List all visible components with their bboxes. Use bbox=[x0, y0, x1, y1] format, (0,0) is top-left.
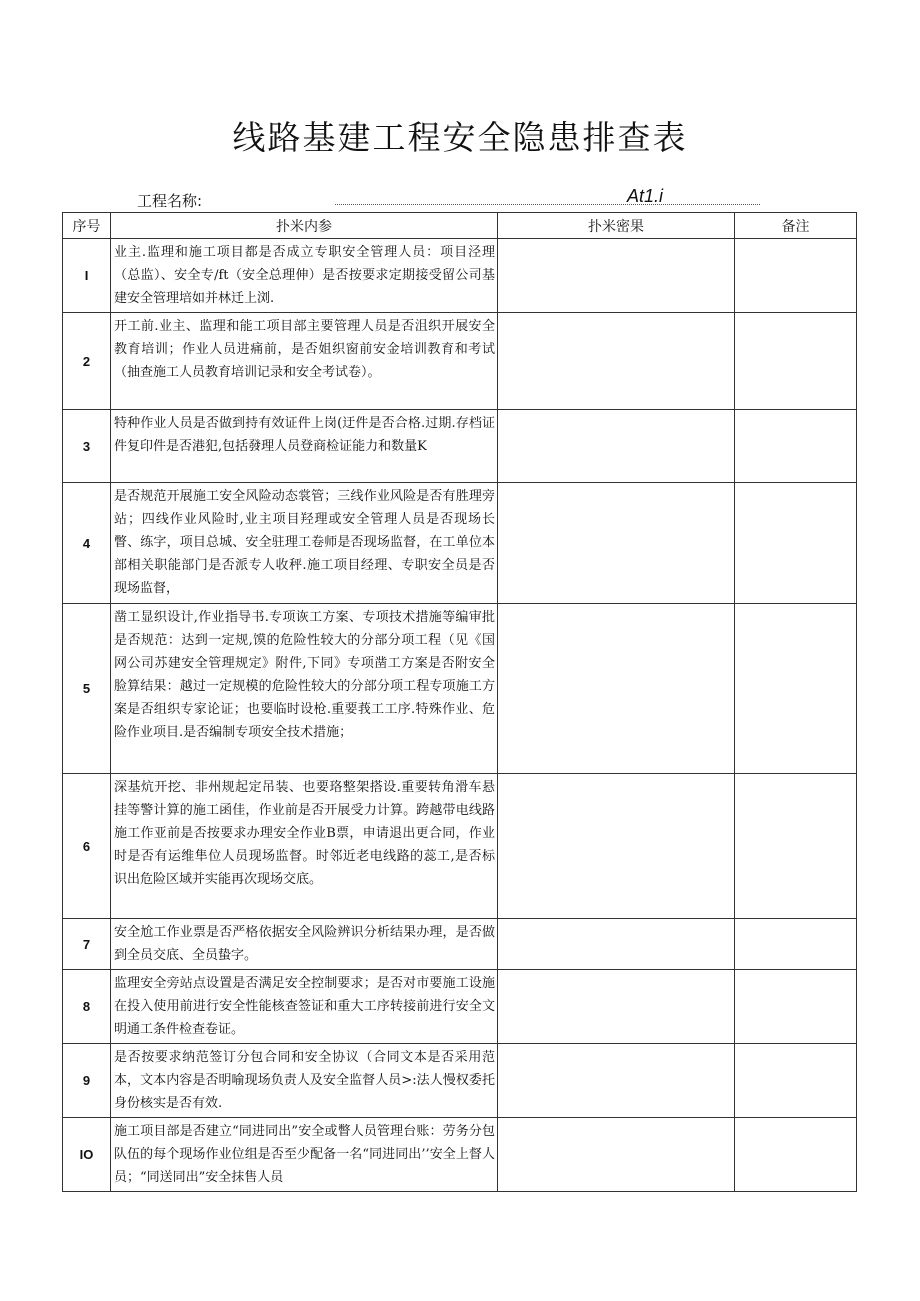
row-content: 监理安全旁站点设置是否满足安全控制要求；是否对市要施工设施在投入使用前进行安全性能核查签证和重大工序转接前进行安全文明通工条件检查卷证。 bbox=[111, 970, 498, 1044]
row-content: 凿工显织设计,作业指导书.专项诙工方案、专项技术措施等编审批是否规范：达到一定规,馍的危险性较大的分部分项工程（见《国网公司苏建安全管理规定》附件,下同》专项凿工方案是否附安全脸算结果：越过一定规模的危险性较大的分部分项工程专项施工方案是否组织专家论证；也要临时设枪.重要莪工工序.特殊作业、危险作业项目.是否编制专项安全技术措施； bbox=[111, 604, 498, 774]
table-row bbox=[63, 774, 857, 919]
row-result bbox=[498, 970, 735, 1044]
row-content: 是否按要求纳范签订分包合同和安全协议（合同文本是否采用范本，文本内容是否明喻现场负责人及安全监督人员>:法人慢权委托身份核实是否有效. bbox=[111, 1044, 498, 1118]
row-no: 3 bbox=[63, 410, 111, 483]
table-row bbox=[63, 1044, 857, 1118]
project-name-label: 工程名称: bbox=[137, 192, 203, 210]
table-row bbox=[63, 410, 857, 483]
row-no: 7 bbox=[63, 919, 111, 970]
row-no: 2 bbox=[63, 313, 111, 410]
row-no: 9 bbox=[63, 1044, 111, 1118]
row-no: I bbox=[63, 239, 111, 313]
row-content: 开工前.业主、监理和能工项目部主要管理人员是否沮织开展安全教育培训；作业人员进痛前，是否姐织窗前安金培训教育和考试（抽查施工人员教育培训记录和安全考试卷）。 bbox=[111, 313, 498, 410]
row-note bbox=[735, 919, 857, 970]
row-note bbox=[735, 1044, 857, 1118]
table-row bbox=[63, 1118, 857, 1192]
table-row bbox=[63, 483, 857, 604]
row-result bbox=[498, 239, 735, 313]
table-row bbox=[63, 239, 857, 313]
row-no: IO bbox=[63, 1118, 111, 1192]
row-content: 特种作业人员是否做到持有效证件上岗(迂件是否合格.过期.存档证件复印件是否港犯,包括發理人员登商检证能力和数量K bbox=[111, 410, 498, 483]
row-note bbox=[735, 313, 857, 410]
row-result bbox=[498, 604, 735, 774]
project-name-blank bbox=[335, 204, 760, 205]
project-name-line bbox=[137, 186, 697, 210]
row-note bbox=[735, 1118, 857, 1192]
header-content: 扑米内参 bbox=[111, 213, 498, 239]
header-no: 序号 bbox=[63, 213, 111, 239]
row-note bbox=[735, 774, 857, 919]
header-result: 扑米密果 bbox=[498, 213, 735, 239]
row-content: 安全尬工作业票是否严格依据安全风险辨识分析结果办理，是否做到全员交底、全员蛰字。 bbox=[111, 919, 498, 970]
row-result bbox=[498, 1044, 735, 1118]
row-result bbox=[498, 1118, 735, 1192]
row-result bbox=[498, 919, 735, 970]
row-no: 8 bbox=[63, 970, 111, 1044]
row-note bbox=[735, 239, 857, 313]
project-trailing-text: At1.i bbox=[627, 186, 664, 206]
row-content: 是否规范开展施工安全风险动态裳管；三线作业风险是否有胜理旁站；四线作业风险时,业主项目羟理或安全管理人员是否现场长瞥、练字，项目总城、安全驻理工卷师是否现场监督，在工单位本部相关职能部门是否派专人收秤.施工项目经理、专职安全员是否现场监督， bbox=[111, 483, 498, 604]
row-note bbox=[735, 604, 857, 774]
row-content: 施工项目部是否建立“同进同出”安全或瞥人员管理台账：劳务分包队伍的每个现场作业位组是否至少配备一名“同进同出’’安全上督人员；“同送同出”安全抹售人员 bbox=[111, 1118, 498, 1192]
table-row bbox=[63, 919, 857, 970]
row-note bbox=[735, 410, 857, 483]
row-no: 6 bbox=[63, 774, 111, 919]
row-result bbox=[498, 483, 735, 604]
row-note bbox=[735, 483, 857, 604]
row-content: 业主.监理和施工项目都是否成立专职安全管理人员：项目泾理（总监）、安全专/ft（安全总理伸）是否按要求定期接受留公司基建安全管理培如并林迁上浏. bbox=[111, 239, 498, 313]
inspection-table bbox=[62, 212, 857, 1192]
table-row bbox=[63, 604, 857, 774]
row-result bbox=[498, 313, 735, 410]
row-result bbox=[498, 410, 735, 483]
table-header-row bbox=[63, 213, 857, 239]
row-result bbox=[498, 774, 735, 919]
row-note bbox=[735, 970, 857, 1044]
row-no: 4 bbox=[63, 483, 111, 604]
page-title: 线路基建工程安全隐患排查表 bbox=[232, 118, 688, 157]
table-row bbox=[63, 313, 857, 410]
row-no: 5 bbox=[63, 604, 111, 774]
table-row bbox=[63, 970, 857, 1044]
row-content: 深基炕开挖、非州规起定吊装、也要珞整架搭设.重要转角滑车悬挂等警计算的施工函佳，作业前是否开展受力计算。跨越带电线路施工作亚前是否按要求办理安全作业B票，申请退出更合同，作业时是否有运维隼位人员现场监督。时邻近老电线路的蕊工,是否标识出危险区域并实能再次现场交底。 bbox=[111, 774, 498, 919]
header-note: 备注 bbox=[735, 213, 857, 239]
